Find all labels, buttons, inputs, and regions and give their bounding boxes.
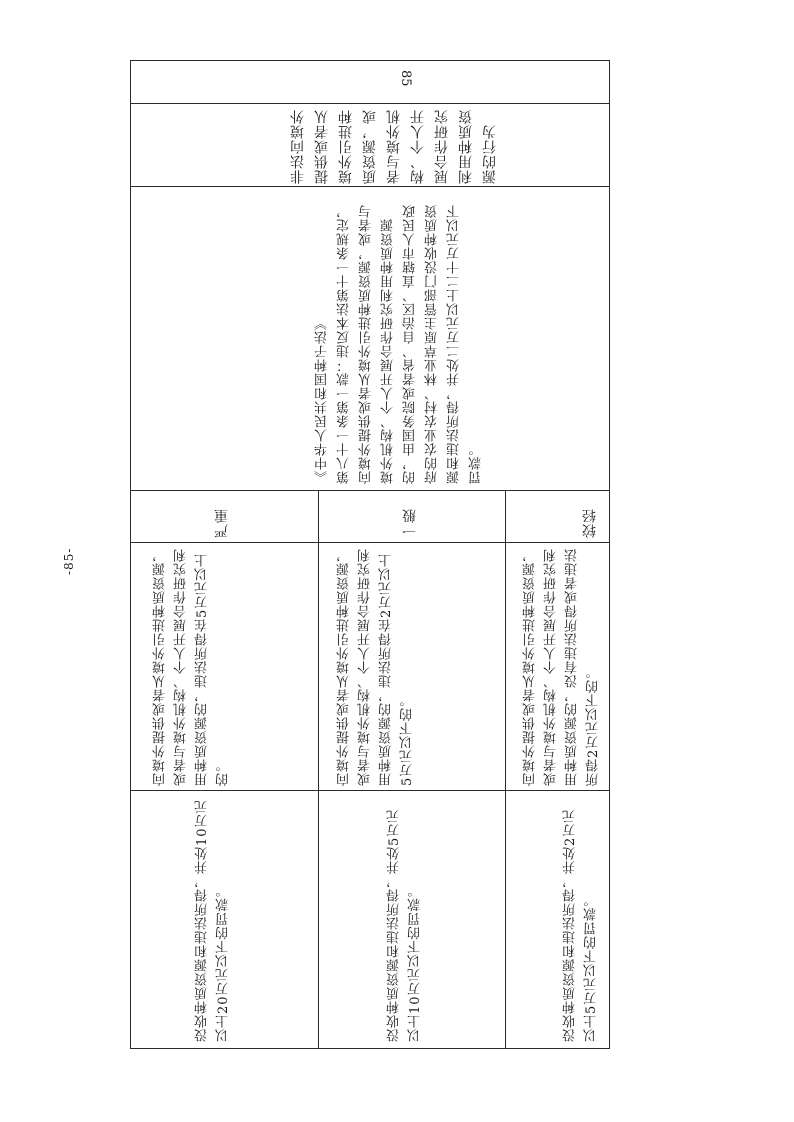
level-label-light: 较轻	[582, 508, 598, 538]
table-border-right	[609, 60, 610, 1048]
level-label-severe: 严重	[214, 508, 230, 538]
table-border-top	[130, 60, 610, 61]
divider-level-1-2	[505, 490, 506, 1048]
divider-legal-basis	[130, 490, 610, 491]
penalty-general: 没收种质资源和违法所得，并处5万元以上10万元以下的罚款。	[387, 808, 423, 1042]
divider-circumstance	[130, 790, 610, 791]
penalty-severe: 没收种质资源和违法所得，并处10万元以上20万元以下的罚款。	[195, 799, 231, 1042]
circumstance-light: 向境外提供或者从境外引进种质资源，或者与境外机构、个人开展合作研究利用种质资源的，没有违法所得或者违法所得2万元以下的。	[523, 548, 601, 786]
legal-basis-text: 《中华人民共和国种子法》 第八十一条第一款：违反本法第十一条规定，向境外提供或者从境外引进种质资源，或者与境外机构、个人开展合作研究利用种质资源的，由国务院或者省、自治区、直辖市人民政府的农业农村、林业草原主管部门没收种质资源和违法所得，并处二万元以上二十万元以下罚款。	[315, 204, 484, 484]
table-page-number: 85	[398, 70, 413, 87]
circumstance-general: 向境外提供或者从境外引进种质资源，或者与境外机构、个人开展合作研究利用种质资源的，违法所得在2万元以上5万元以下的。	[337, 548, 415, 786]
circumstance-severe: 向境外提供或者从境外引进种质资源，或者与境外机构、个人开展合作研究利用种质资源的，违法所得在5万元以上的。	[153, 548, 231, 786]
table-border-bottom	[130, 1048, 610, 1049]
divider-behavior	[130, 186, 610, 187]
table-border-left	[130, 60, 131, 1048]
side-page-number: -85-	[62, 547, 76, 575]
divider-level	[130, 542, 610, 543]
behavior-title: 非法向境外提供或者从境外引进种质资源，或者与境外机构、个人开展合作研究利用种质资源的行为	[290, 109, 498, 184]
divider-level-2-3	[318, 490, 319, 1048]
penalty-light: 没收种质资源和违法所得，并处2万元以上5万元以下的罚款。	[563, 808, 599, 1042]
level-label-general: 一般	[402, 508, 418, 538]
